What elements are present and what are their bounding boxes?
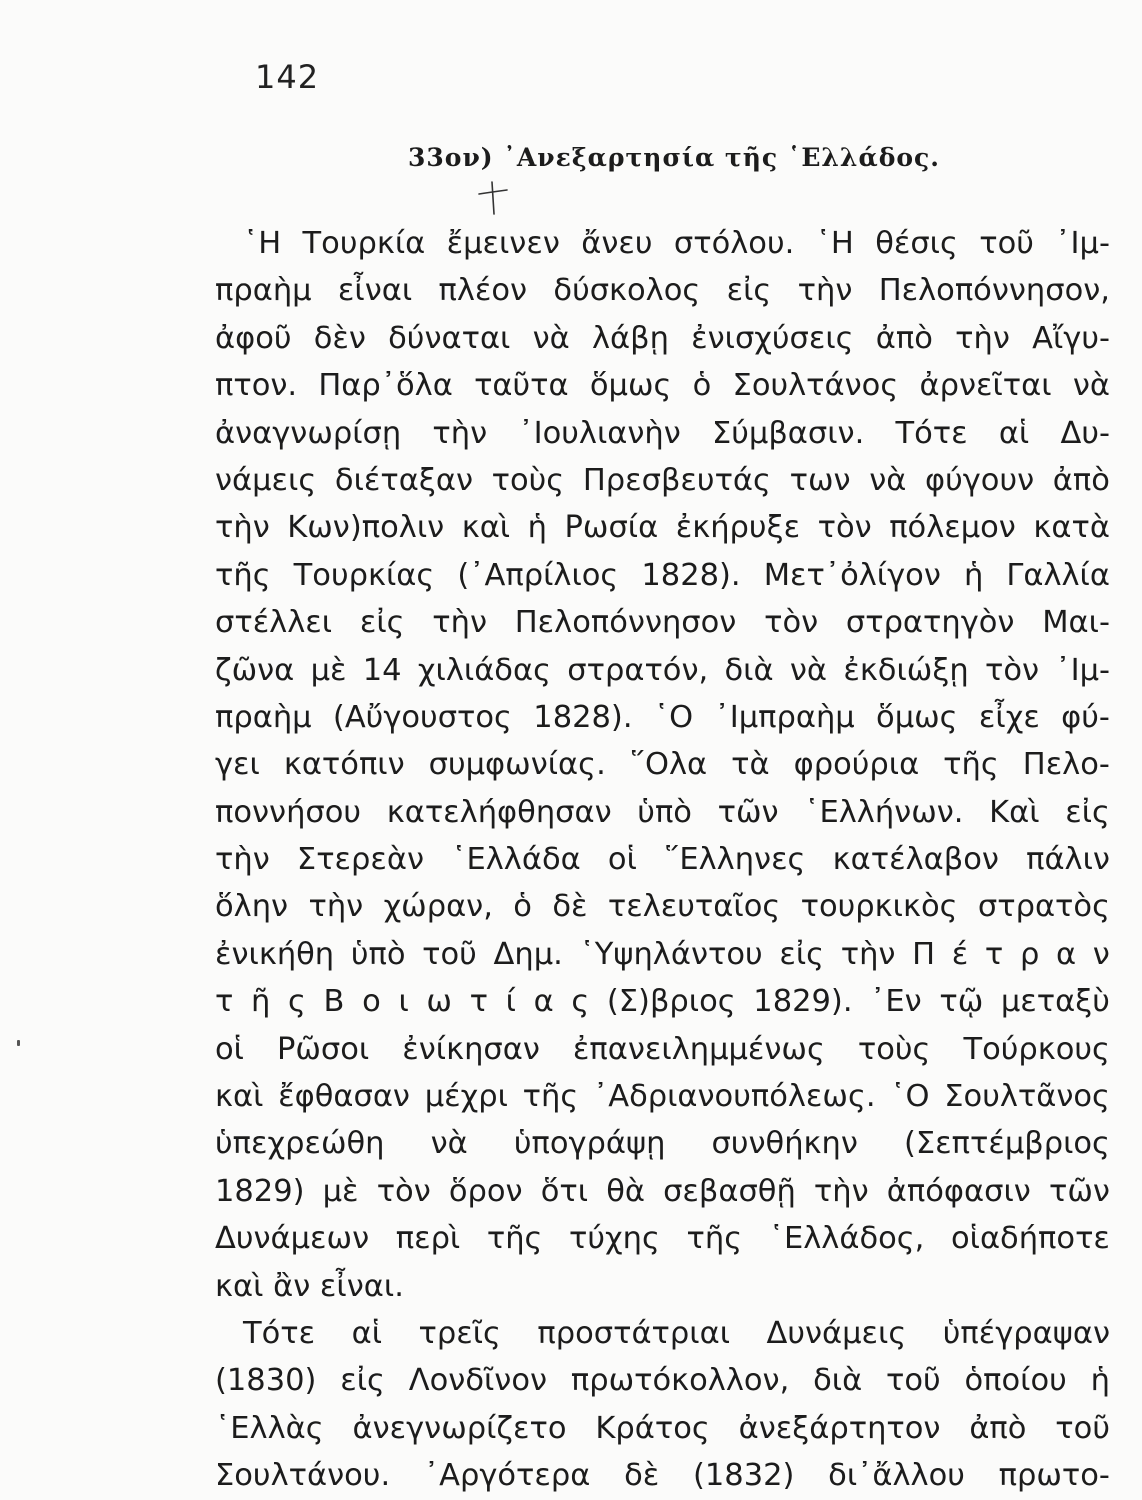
word: Τότε xyxy=(243,1315,316,1351)
word: τὸν xyxy=(984,652,1040,688)
word: ἔφθασαν xyxy=(278,1079,410,1115)
word: κατέλαβον xyxy=(832,842,999,878)
word: δὲ xyxy=(624,1458,660,1494)
word: ὑπεχρεώθη xyxy=(215,1126,385,1162)
word: πλέον xyxy=(438,273,528,309)
word: ἀνεγνωρίζετο xyxy=(352,1410,567,1446)
word: 1829) xyxy=(215,1173,305,1209)
word: ῞Ελληνες xyxy=(664,842,806,878)
word: τῆς xyxy=(686,1221,743,1257)
word: οἱ xyxy=(215,1031,244,1067)
word: στέλλει xyxy=(215,605,333,641)
word: εἰς xyxy=(726,273,772,309)
word: στρατὸς xyxy=(977,889,1110,925)
text-line xyxy=(215,741,1110,788)
word: Σύμβασιν. xyxy=(712,415,865,451)
word: Σουλτᾶνος xyxy=(944,1079,1110,1115)
word: ς xyxy=(288,984,306,1020)
word: Πρεσβευτάς xyxy=(582,462,771,498)
word: Πελο- xyxy=(1022,747,1110,783)
word: ἀνεξάρτητον xyxy=(738,1410,941,1446)
word: (Σεπτέμβριος xyxy=(903,1126,1110,1162)
word: ρ xyxy=(1019,936,1040,972)
text-line xyxy=(215,978,1110,1025)
scan-artifact xyxy=(17,1040,20,1046)
word: 14 xyxy=(362,652,402,688)
text-line xyxy=(215,1357,1110,1404)
word: τὴν xyxy=(432,605,488,641)
word: διὰ xyxy=(813,1363,863,1399)
word: Δυνάμεις xyxy=(766,1315,907,1351)
text-line xyxy=(215,457,1110,504)
word: φρούρια xyxy=(793,747,920,783)
word: τὴν xyxy=(432,415,488,451)
word: τοῦ xyxy=(979,226,1034,261)
paragraph xyxy=(215,1310,1110,1500)
text-line xyxy=(215,647,1110,694)
word: τῆς xyxy=(522,1079,579,1115)
word: ν xyxy=(1092,936,1110,972)
word: δὲ xyxy=(552,889,588,925)
word: ὑπέγραψαν xyxy=(942,1315,1110,1351)
word: νὰ xyxy=(789,652,828,688)
word: Δυνάμεων xyxy=(215,1221,370,1257)
word: καὶ xyxy=(215,1079,264,1115)
word: των xyxy=(789,462,851,498)
word: χιλιάδας xyxy=(417,652,551,688)
word: Πελοπόννησον xyxy=(514,605,737,641)
word: ί xyxy=(505,984,516,1020)
word: εἰς xyxy=(779,936,825,972)
word: ᾿Ιμ- xyxy=(1055,226,1110,261)
word: ὁ xyxy=(692,368,712,404)
word: ὅρον xyxy=(448,1173,523,1209)
word: προστάτριαι xyxy=(537,1315,731,1351)
word: ἀναγνωρίσῃ xyxy=(215,415,402,451)
word: Παρ᾿ὅλα xyxy=(318,368,453,404)
text-line xyxy=(215,504,1110,551)
text-line xyxy=(215,1452,1110,1499)
text-line xyxy=(215,1405,1110,1452)
word: ὑπὸ xyxy=(350,936,406,972)
word: ᾿Εν xyxy=(870,984,922,1020)
word: νὰ xyxy=(869,462,907,498)
word: α xyxy=(533,984,554,1020)
word: νὰ xyxy=(430,1126,468,1162)
text-line xyxy=(215,552,1110,599)
word: σεβασθῇ xyxy=(663,1173,796,1209)
word: Σουλτάνου. xyxy=(215,1458,391,1494)
word: στόλου. xyxy=(673,226,795,261)
word: τοῦ xyxy=(1055,1410,1110,1446)
text-line xyxy=(215,789,1110,836)
word: θέσις xyxy=(875,226,958,261)
word: ἐνίκησαν xyxy=(402,1031,540,1067)
word: Μαι- xyxy=(1042,605,1110,641)
word: ᾿Αργότερα xyxy=(423,1458,591,1494)
word: πτον. xyxy=(215,368,298,404)
word: ῆ xyxy=(251,984,271,1020)
word: ῾Ελλὰς xyxy=(215,1410,324,1446)
word: τὸν xyxy=(817,510,872,546)
word: οἱ xyxy=(607,842,637,878)
word: ὁ xyxy=(513,889,532,925)
word: τὴν xyxy=(955,320,1010,356)
word: Ρῶσοι xyxy=(277,1031,370,1067)
word: ᾿Ιμ- xyxy=(1055,652,1110,688)
word: ὅμως xyxy=(876,699,958,735)
word: πρωτο- xyxy=(998,1458,1110,1494)
word: (1830) xyxy=(215,1363,317,1399)
word: τὴν xyxy=(215,842,270,878)
word: Καὶ xyxy=(989,794,1040,830)
word: ἡ xyxy=(963,557,984,593)
text-line xyxy=(215,1215,1110,1262)
word: ω xyxy=(426,984,452,1020)
text-line xyxy=(215,410,1110,457)
word: τὴν xyxy=(308,889,364,925)
word: νὰ xyxy=(1072,368,1110,404)
word: Π xyxy=(912,936,936,972)
word: ὁποίου xyxy=(964,1363,1067,1399)
word: περὶ xyxy=(395,1221,461,1257)
text-line xyxy=(215,931,1110,978)
word: ς xyxy=(571,984,590,1020)
text-line xyxy=(215,315,1110,362)
page-number: 142 xyxy=(255,58,320,96)
word: τὴν xyxy=(797,273,853,309)
word: τὸν xyxy=(764,605,819,641)
word: ταῦτα xyxy=(474,368,569,404)
word: Τούρκους xyxy=(963,1031,1110,1067)
word: τὴν xyxy=(813,1173,869,1209)
word: γει xyxy=(215,747,260,783)
text-line xyxy=(215,1310,1110,1357)
word: ῾Ελλάδος, xyxy=(768,1221,925,1257)
word: νάμεις xyxy=(215,462,317,498)
plus-cross-icon xyxy=(476,176,510,216)
word: (Σ)βριος xyxy=(606,984,736,1020)
word: ὑπὸ xyxy=(637,794,692,830)
text-line xyxy=(215,1026,1110,1073)
word: τῷ xyxy=(939,984,984,1020)
word: ᾿Αδριανουπόλεως. xyxy=(592,1079,876,1115)
word: πόλεμον xyxy=(889,510,1016,546)
text-line xyxy=(215,1263,1110,1310)
word: ὑπογράψῃ xyxy=(513,1126,666,1162)
word: φύ- xyxy=(1061,699,1110,735)
word: (᾿Απρίλιος xyxy=(457,557,619,593)
text-line xyxy=(215,599,1110,646)
word: δὲν xyxy=(313,320,366,356)
word: ὅλην xyxy=(215,889,289,925)
text-line xyxy=(215,883,1110,930)
word: τῆς xyxy=(215,557,271,593)
text-line xyxy=(215,220,1110,267)
word: εἶχε xyxy=(978,699,1040,735)
word: ἐκήρυξε xyxy=(675,510,801,546)
word: αἱ xyxy=(351,1315,383,1351)
word: Γαλλία xyxy=(1006,557,1110,593)
word: 1828). xyxy=(641,557,741,593)
word: ἀπὸ xyxy=(969,1410,1027,1446)
word: ῞Ολα xyxy=(629,747,708,783)
word: ῾Ελλάδα xyxy=(451,842,581,878)
word: Λονδῖνον xyxy=(408,1363,548,1399)
word: ποννήσου xyxy=(215,794,362,830)
word: Δημ. xyxy=(493,936,563,972)
word: τῶν xyxy=(717,794,779,830)
word: τὴν xyxy=(215,510,270,546)
word: ῾Ο xyxy=(653,699,694,735)
text-line xyxy=(215,1073,1110,1120)
word: κατελήφθησαν xyxy=(386,794,612,830)
word: εἰς xyxy=(1065,794,1110,830)
word: Δυ- xyxy=(1060,415,1110,451)
word: ἀφοῦ xyxy=(215,320,292,356)
word: ῾Ελλήνων. xyxy=(804,794,964,830)
word: ῾Η xyxy=(243,226,282,261)
word: ῾Η xyxy=(815,226,854,261)
word: α xyxy=(1056,936,1077,972)
word: στρατόν, xyxy=(567,652,709,688)
body-text xyxy=(215,220,1110,1500)
word: τοῦ xyxy=(886,1363,941,1399)
text-line xyxy=(215,362,1110,409)
word: ἀρνεῖται xyxy=(919,368,1052,404)
word: 1828). xyxy=(533,699,633,735)
word: τῆς xyxy=(943,747,999,783)
word: ἀπόφασιν xyxy=(886,1173,1031,1209)
word: ἐνικήθη xyxy=(215,936,335,972)
word: μέχρι xyxy=(424,1079,508,1115)
word: μὲ xyxy=(322,1173,359,1209)
word: ᾿Ιουλιανὴν xyxy=(518,415,681,451)
text-line xyxy=(215,694,1110,741)
word: ὅτι xyxy=(540,1173,589,1209)
chapter-heading: 33ον) ᾿Ανεξαρτησία τῆς ῾Ελλάδος. xyxy=(408,143,940,172)
word: τ xyxy=(215,984,234,1020)
word: κατόπιν xyxy=(283,747,405,783)
word: Β xyxy=(323,984,345,1020)
word: τουρκικὸς xyxy=(800,889,958,925)
word: ζῶνα xyxy=(215,652,295,688)
word: Πελοπόννησον, xyxy=(878,273,1110,309)
word: τοῦ xyxy=(422,936,477,972)
word: (1832) xyxy=(693,1458,795,1494)
word: τ xyxy=(984,936,1004,972)
word: καὶ ἂν εἶναι. xyxy=(215,1268,404,1304)
word: πραὴμ xyxy=(215,273,312,309)
word: τοὺς xyxy=(857,1031,931,1067)
word: Ρωσία xyxy=(564,510,659,546)
word: τελευταῖος xyxy=(607,889,781,925)
word: ο xyxy=(362,984,381,1020)
word: ᾿Ιμπραὴμ xyxy=(714,699,855,735)
word: τῶν xyxy=(1048,1173,1110,1209)
word: δύναται xyxy=(388,320,511,356)
word: μεταξὺ xyxy=(1000,984,1110,1020)
word: Τουρκίας xyxy=(293,557,435,593)
word: ἐκδιώξῃ xyxy=(843,652,969,688)
word: (Αὔγουστος xyxy=(332,699,512,735)
word: θὰ xyxy=(606,1173,645,1209)
word: ἐνισχύσεις xyxy=(691,320,854,356)
word: Στερεὰν xyxy=(296,842,425,878)
word: ἀπὸ xyxy=(875,320,933,356)
word: τὸν xyxy=(376,1173,431,1209)
word: πρωτόκολλον, xyxy=(570,1363,790,1399)
word: στρατηγὸν xyxy=(845,605,1015,641)
text-line xyxy=(215,1120,1110,1167)
word: καὶ xyxy=(461,510,511,546)
paragraph xyxy=(215,220,1110,1310)
word: φύγουν xyxy=(924,462,1035,498)
word: τύχης xyxy=(569,1221,660,1257)
word: λάβῃ xyxy=(591,320,669,356)
word: διέταξαν xyxy=(334,462,473,498)
text-line xyxy=(215,267,1110,314)
word: τὰ xyxy=(731,747,770,783)
word: ι xyxy=(398,984,409,1020)
word: Σουλτάνος xyxy=(732,368,899,404)
word: έ xyxy=(951,936,969,972)
word: δύσκολος xyxy=(553,273,701,309)
word: κατὰ xyxy=(1033,510,1110,546)
word: Τουρκία xyxy=(302,226,426,261)
word: συμφωνίας. xyxy=(428,747,606,783)
word: ὅμως xyxy=(589,368,672,404)
word: ἡ xyxy=(527,510,547,546)
word: 1829). xyxy=(753,984,853,1020)
word: ἐπανειλημμένως xyxy=(572,1031,825,1067)
word: νὰ xyxy=(532,320,570,356)
word: δι᾿ἄλλου xyxy=(828,1458,965,1494)
word: αἱ xyxy=(998,415,1030,451)
text-line xyxy=(215,836,1110,883)
word: πάλιν xyxy=(1026,842,1110,878)
word: ἔμεινεν xyxy=(446,226,560,261)
word: Κράτος xyxy=(595,1410,710,1446)
text-line xyxy=(215,1168,1110,1215)
word: οἱαδήποτε xyxy=(950,1221,1110,1257)
word: Μετ᾿ὀλίγον xyxy=(763,557,941,593)
word: χώραν, xyxy=(383,889,493,925)
word: εἶναι xyxy=(337,273,413,309)
word: ἀπὸ xyxy=(1052,462,1110,498)
word: εἰς xyxy=(359,605,405,641)
word: τὴν xyxy=(840,936,896,972)
word: τοὺς xyxy=(491,462,565,498)
word: ἡ xyxy=(1090,1363,1110,1399)
word: τῆς xyxy=(486,1221,543,1257)
word: ῾Ο xyxy=(890,1079,930,1115)
word: ἄνευ xyxy=(581,226,653,261)
word: Κων)πολιν xyxy=(287,510,445,546)
word: εἰς xyxy=(340,1363,385,1399)
word: ῾Υψηλάντου xyxy=(579,936,763,972)
word: τρεῖς xyxy=(418,1315,501,1351)
word: πραὴμ xyxy=(215,699,312,735)
word: Αἴγυ- xyxy=(1032,320,1110,356)
word: διὰ xyxy=(724,652,774,688)
word: τ xyxy=(469,984,488,1020)
word: συνθήκην xyxy=(711,1126,858,1162)
word: Τότε xyxy=(895,415,968,451)
word: μὲ xyxy=(310,652,347,688)
